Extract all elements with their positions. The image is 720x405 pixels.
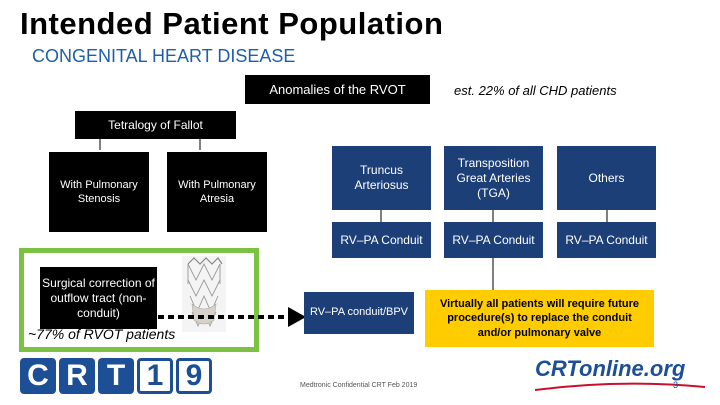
others-label: Others	[588, 170, 625, 185]
page-title: Intended Patient Population	[20, 6, 444, 41]
conduit-label-truncus: RV–PA Conduit	[340, 232, 423, 247]
truncus-label: Truncus Arteriosus	[354, 163, 409, 192]
rvot-label: Anomalies of the RVOT	[269, 82, 406, 97]
atresia-label: With Pulmonary Atresia	[178, 178, 256, 205]
rvot-note: est. 22% of all CHD patients	[454, 83, 617, 98]
bpv-box	[304, 292, 414, 334]
stenosis-label: With Pulmonary Stenosis	[60, 178, 138, 205]
tof-label: Tetralogy of Fallot	[108, 118, 203, 132]
page-number: 3	[673, 380, 679, 390]
future-procedure-text: Virtually all patients will require future procedure(s) to replace the conduit and/or pulmonary valve	[439, 298, 640, 339]
crtonline-logo	[535, 356, 685, 382]
bpv-label: RV–PA conduit/BPV	[309, 306, 409, 319]
crt-letter: 1	[137, 358, 173, 394]
crt-letter: C	[20, 358, 56, 394]
crtonline-text: CRTonline.org	[535, 356, 686, 381]
conduit-label-others: RV–PA Conduit	[565, 232, 648, 247]
future-procedure-callout	[425, 290, 654, 347]
surgical-percent: ~77% of RVOT patients	[28, 326, 176, 342]
footer-note: Medtronic Confidential CRT Feb 2019	[300, 382, 418, 389]
crt-letter: T	[98, 358, 134, 394]
crt19-logo	[20, 358, 212, 394]
crtonline-swoosh-icon	[535, 381, 705, 393]
tga-label: Transposition Great Arteries (TGA)	[456, 155, 531, 200]
conduit-label-tga: RV–PA Conduit	[452, 232, 535, 247]
crt-letter: 9	[176, 358, 212, 394]
page-subtitle: CONGENITAL HEART DISEASE	[32, 46, 296, 66]
crt-letter: R	[59, 358, 95, 394]
surgical-label: Surgical correction of outflow tract (non-conduit)	[42, 275, 155, 320]
